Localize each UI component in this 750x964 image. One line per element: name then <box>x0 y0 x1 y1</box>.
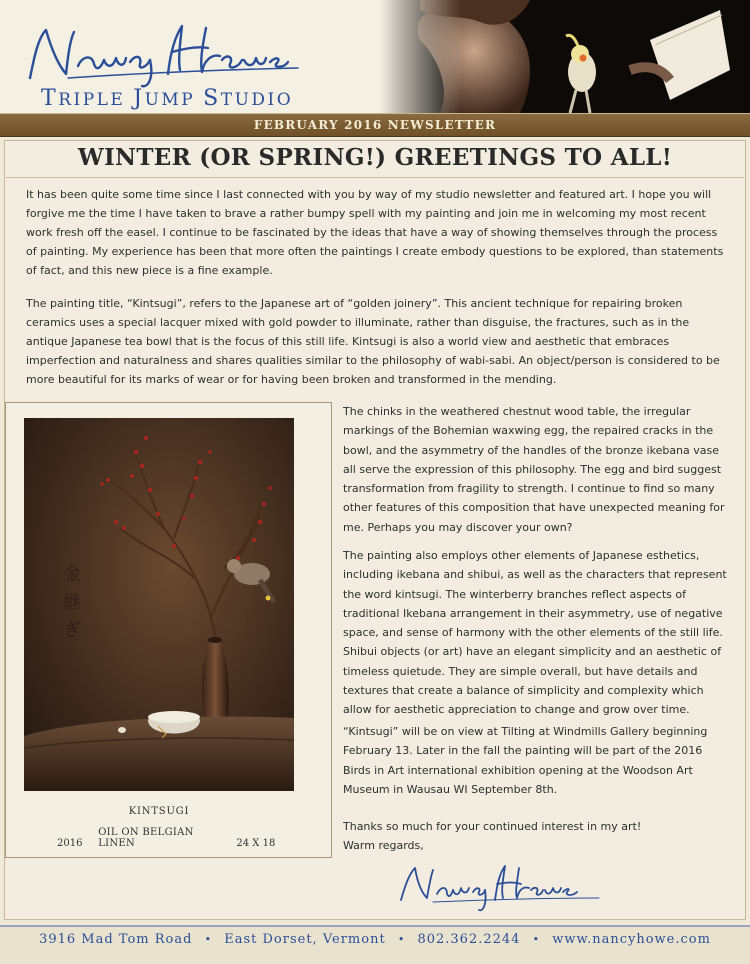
nancy-howe-signature <box>393 856 603 916</box>
painting-size: 24 X 18 <box>236 838 276 849</box>
footer-town: East Dorset, Vermont <box>224 932 386 947</box>
studio-name: TRIPLE JUMP STUDIO <box>41 86 294 111</box>
kanji-character: 継 <box>63 592 81 613</box>
painting-title: KINTSUGI <box>128 806 190 817</box>
footer-website-link[interactable]: www.nancyhowe.com <box>552 932 711 947</box>
closing-block <box>343 817 731 856</box>
footer-bullet: • <box>397 933 406 946</box>
headline-divider <box>6 177 744 178</box>
body-paragraph-3: The chinks in the weathered chestnut wood table, the irregular markings of the Bohemian waxwing egg, the repaired cracks in the bowl, and the asymmetry of the handles of the bronze ikebana vase all serve the expression of this philosophy. The egg and bird suggest transformation from fragility to strength. I continue to find so many other features of this composition that have unexpected meaning for me. Perhaps you may discover your own? <box>343 405 725 534</box>
footer-phone[interactable]: 802.362.2244 <box>417 932 521 947</box>
closing-thanks: Thanks so much for your continued interest in my art! <box>343 820 642 833</box>
intro-paragraph-2: The painting title, “Kintsugi”, refers to the Japanese art of “golden joinery”. This ancient technique for repairing broken ceramics uses a special lacquer mixed with gold powder to illuminate, rather than disguise, the fractures, such as in the antique Japanese tea bowl that is the focus of this still life. Kintsugi is also a world view and aesthetic that embraces imperfection and naturalness and shares qualities similar to the philosophy of wabi-sabi. An object/person is considered to be more beautiful for its marks of wear or for having been broken and transformed in the mending. <box>26 297 720 386</box>
painting-year: 2016 <box>57 838 83 849</box>
nancy-howe-signature-logo <box>8 8 308 88</box>
kanji-character: 金 <box>63 564 81 585</box>
body-paragraph-4: The painting also employs other elements of Japanese esthetics, including ikebana and shibui, as well as the characters that represent the word kintsugi. The winterberry branches reflect aspects of traditional Ikebana arrangement in their asymmetry, use of negative space, and sense of harmony with the other elements of the still life. Shibui objects (or art) have an elegant simplicity and an aesthetic of timeless quietude. They are simple overall, but have details and textures that create a balance of simplicity and complexity which allow for aesthetic appreciation to change and grow over time. <box>343 549 727 717</box>
footer-contact-line <box>0 932 750 947</box>
kanji-character: ぎ <box>63 620 81 641</box>
headline: WINTER (OR SPRING!) GREETINGS TO ALL! <box>77 144 673 171</box>
closing-regards: Warm regards, <box>343 839 424 853</box>
newsletter-header <box>0 0 750 113</box>
newsletter-band <box>0 113 750 137</box>
intro-paragraph-1: It has been quite some time since I last connected with you by way of my studio newsletter and featured art. I hope you will forgive me the time I have taken to brave a rather bumpy spell with my painting and join me in welcoming my most recent work fresh off the easel. I continue to be fascinated by the ideas that have a way of showing themselves through the process of painting. My experience has been that more often the paintings I create embody questions to be explored, than statements of fact, and this new piece is a fine example. <box>26 188 724 277</box>
painting-medium: OIL ON BELGIAN LINEN <box>98 827 194 849</box>
kintsugi-painting <box>24 418 294 791</box>
painting-details <box>57 827 275 849</box>
footer-bullet: • <box>204 933 213 946</box>
footer-address: 3916 Mad Tom Road <box>39 932 193 947</box>
artist-with-cockatiel-photo <box>380 0 750 113</box>
footer <box>0 927 750 964</box>
newsletter-date-label: FEBRUARY 2016 NEWSLETTER <box>253 118 497 132</box>
footer-bullet: • <box>532 933 541 946</box>
body-paragraph-5: “Kintsugi” will be on view at Tilting at Windmills Gallery beginning February 13. Later in the fall the painting will be part of the 2016 Birds in Art international exhibition opening at the Woodson Art Museum in Wausau WI September 8th. <box>343 725 708 796</box>
